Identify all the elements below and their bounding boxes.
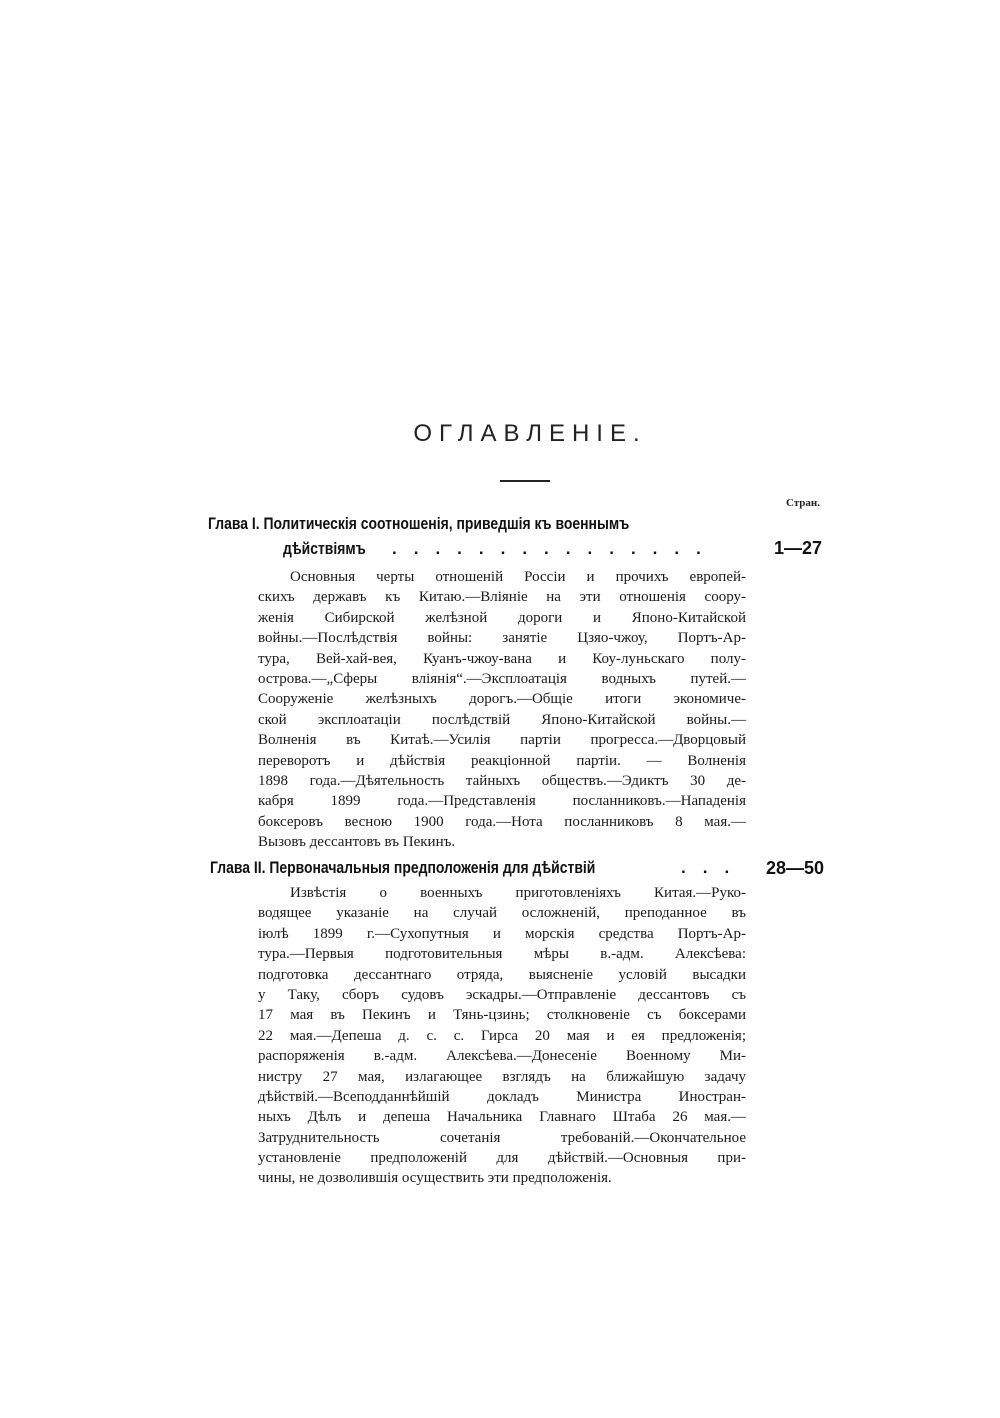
- summary-line: переворотъ и дѣйствiя реакцiонной партiи. — Волненiя: [258, 752, 746, 769]
- summary-line: боксеровъ весною 1900 года.—Нота посланниковъ 8 мая.—: [258, 813, 746, 830]
- summary-line: дѣйствiй.—Всеподданнѣйшiй докладъ Министра Иностран-: [258, 1088, 746, 1105]
- page-title: ОГЛАВЛЕНIЕ.: [413, 420, 647, 447]
- chapter-1-heading: Глава I. Политическiя соотношенiя, приведшiя къ военнымъ: [208, 514, 630, 533]
- summary-line: кабря 1899 года.—Представленiя посланниковъ.—Нападенiя: [258, 793, 746, 810]
- summary-line: Основныя черты отношенiй Россiи и прочихъ европей-: [290, 569, 746, 585]
- chapter-2-heading: Глава II. Первоначальныя предположенiя для дѣйствiй: [210, 858, 596, 877]
- summary-line: установленiе предположенiй для дѣйствiй.—Основныя при-: [258, 1150, 746, 1167]
- summary-line: женiя Сибирской желѣзной дороги и Японо-Китайской: [258, 609, 746, 626]
- summary-line: у Таку, сборъ судовъ эскадры.—Отправленiе дессантовъ съ: [258, 986, 746, 1003]
- pages-column-label: Стран.: [785, 497, 820, 509]
- chapter-2-leader-dots: ...: [681, 858, 747, 877]
- summary-line: Затруднительность сочетанiя требованiй.—Окончательное: [258, 1129, 746, 1146]
- chapter-1-summary: [258, 567, 746, 852]
- chapter-1-leader-dots: ...............: [392, 539, 718, 558]
- summary-line: тура.—Первыя подготовительныя мѣры в.-адм. Алексѣева:: [258, 946, 746, 963]
- title-divider: [500, 480, 550, 482]
- summary-line: ныхъ Дѣлъ и депеша Начальника Главнаго Штаба 26 мая.—: [258, 1109, 746, 1126]
- summary-line: нистру 27 мая, излагающее взглядъ на ближайшую задачу: [258, 1068, 746, 1085]
- summary-line: острова.—„Сферы влiянiя“.—Эксплоатацiя водныхъ путей.—: [258, 670, 746, 687]
- summary-line: 1898 года.—Дѣятельность тайныхъ обществъ.—Эдиктъ 30 де-: [258, 772, 746, 789]
- summary-line: Вызовъ дессантовъ въ Пекинъ.: [258, 834, 456, 851]
- summary-line: войны.—Послѣдствiя войны: занятiе Цзяо-чжоу, Портъ-Ар-: [258, 630, 746, 647]
- summary-line: Сооруженiе желѣзныхъ дорогъ.—Общiе итоги экономиче-: [258, 691, 746, 708]
- chapter-1-pages: 1—27: [773, 538, 822, 558]
- summary-line: скихъ державъ къ Китаю.—Влiянiе на эти отношенiя соору-: [258, 589, 746, 606]
- chapter-2-pages: 28—50: [765, 858, 824, 878]
- summary-line: тура, Вей-хай-вея, Куанъ-чжоу-вана и Коу-луньскаго полу-: [258, 650, 746, 667]
- summary-line: водящее указанiе на случай осложненiй, преподанное въ: [258, 905, 746, 922]
- summary-line: распоряженiя в.-адм. Алексѣева.—Донесенiе Военному Ми-: [258, 1048, 746, 1065]
- summary-line: iюлѣ 1899 г.—Сухопутныя и морскiя средства Портъ-Ар-: [258, 925, 746, 942]
- summary-line: 22 мая.—Депеша д. с. с. Гирса 20 мая и ея предложенiя;: [258, 1027, 746, 1044]
- chapter-2-summary: [258, 883, 746, 1189]
- summary-line: чины, не дозволившiя осуществить эти предположенiя.: [258, 1170, 612, 1187]
- summary-line: 17 мая въ Пекинъ и Тянь-цзинь; столкновенiе съ боксерами: [258, 1007, 746, 1024]
- summary-line: Извѣстiя о военныхъ приготовленiяхъ Китая.—Руко-: [290, 885, 746, 901]
- chapter-1-heading-continued: дѣйствiямъ: [283, 539, 366, 558]
- summary-line: ской эксплоатацiи послѣдствiй Японо-Китайской войны.—: [258, 711, 746, 728]
- summary-line: подготовка дессантнаго отряда, выясненiе условiй высадки: [258, 966, 746, 983]
- summary-line: Волненiя въ Китаѣ.—Усилiя партiи прогресса.—Дворцовый: [258, 732, 746, 749]
